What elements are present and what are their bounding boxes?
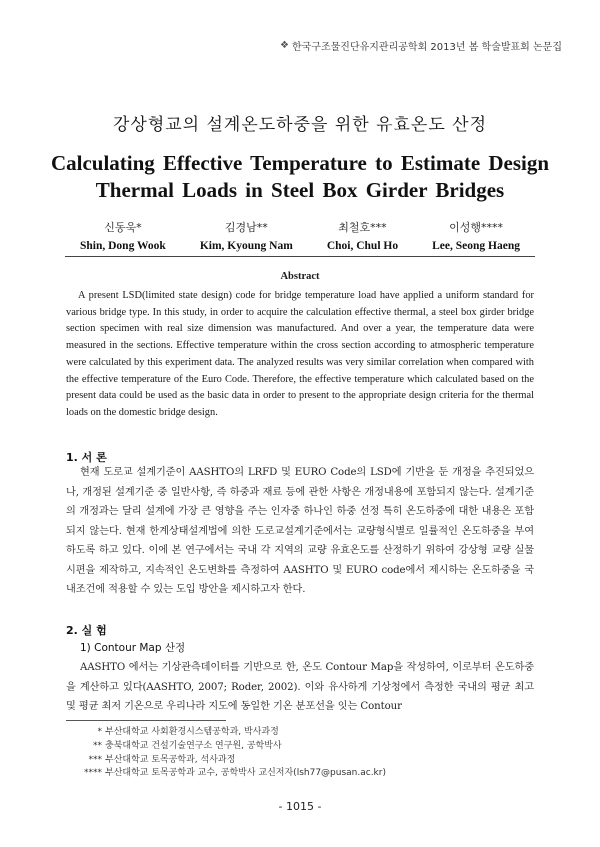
section-1-text: 현재 도로교 설계기준이 AASHTO의 LRFD 및 EURO Code의 LSD에 기반을 둔 개정을 추진되었으나, 개정된 설계기준 중 일반사항, 즉 하중과 재료 등에 관한 사항은 개정내용에 포함되지 않는다. 설계기준의 개정과는 달리 설계에 가장 큰 영향을 주는 인자중 하나인 하중 선정 특히 온도하중에 대한 내용은 포함되지 않는다. 현재 한계상태설계법에 의한 도로교설계기준에서는 교량형식별로 일률적인 온도하중을 부여하도록 하고 있다. 이에 본 연구에서는 국내 각 지역의 교량 유효온도를 산정하기 위하여 강상형 교량 실물시편을 제작하고, 지속적인 온도변화를 측정하여 AASHTO 및 EURO code에서 제시하는 온도하중을 국내조건에 적용할 수 있는 도입 방안을 제시하고자 한다. bbox=[66, 467, 534, 595]
section-1-heading: 1. 서 론 bbox=[66, 451, 107, 464]
footnote bbox=[76, 754, 536, 768]
author bbox=[200, 219, 293, 252]
english-title-line2: Thermal Loads in Steel Box Girder Bridges bbox=[95, 178, 505, 202]
author bbox=[432, 219, 520, 252]
author-name-korean: 김경남** bbox=[224, 221, 268, 234]
abstract-text: A present LSD(limited state design) code for bridge temperature load have applied a uniform standard for various bridge type. In this study, in order to acquire the calculation effective thermal, a steel box girder bridge section specimen with real size dimension was manufactured. And over a year, the temperature data were measured in the sections. Effective temperature within the cross section according to atmospheric temperature were calculated by this experiment data. The analyzed results was very similar correlation when compared with the effective temperature of the Euro Code. Therefore, the effective temperature which calculated based on the present data could be used as the basic data in order to present to the appropriate design criteria for the thermal loads on the domestic bridge design. bbox=[66, 290, 534, 418]
author-name-korean: 신동욱* bbox=[104, 221, 142, 234]
author-name-english: Lee, Seong Haeng bbox=[432, 240, 520, 252]
footnote-mark: ** bbox=[93, 740, 102, 751]
footnote bbox=[76, 767, 536, 781]
author-name-english: Shin, Dong Wook bbox=[80, 240, 166, 252]
footnotes bbox=[76, 726, 536, 781]
english-title bbox=[0, 150, 600, 204]
proceedings-header bbox=[280, 38, 562, 53]
section-2-heading: 2. 실 험 bbox=[66, 624, 107, 637]
author-name-english: Choi, Chul Ho bbox=[326, 240, 399, 252]
abstract-heading: Abstract bbox=[280, 271, 320, 282]
section-2-text: AASHTO 에서는 기상관측데이터를 기반으로 한, 온도 Contour Map을 작성하여, 이로부터 온도하중을 계산하고 있다(AASHTO, 2007; Roder, 2002). 이와 유사하게 기상청에서 측정한 국내의 평균 최고 및 평균 최저 기온으로 우리나라 지도에 동일한 기온 분포선을 잇는 Contour bbox=[66, 662, 534, 712]
footnote bbox=[76, 726, 536, 740]
footnote-mark: **** bbox=[84, 768, 102, 779]
subsection-heading: 1) Contour Map 산정 bbox=[80, 642, 186, 654]
author-name-english: Kim, Kyoung Nam bbox=[199, 240, 293, 252]
page-number: - 1015 - bbox=[278, 800, 322, 813]
footnote-mark: *** bbox=[88, 754, 102, 765]
author-name-korean: 이성행**** bbox=[449, 221, 504, 234]
korean-title: 강상형교의 설계온도하중을 위한 유효온도 산정 bbox=[112, 115, 488, 135]
header-text: 한국구조물진단유지관리공학회 2013년 봄 학술발표회 논문집 bbox=[291, 42, 562, 53]
footnote-text: 충북대학교 건설기술연구소 연구원, 공학박사 bbox=[105, 740, 282, 751]
author-list bbox=[80, 219, 520, 252]
footnote-divider bbox=[66, 720, 226, 721]
author-name-korean: 최철호*** bbox=[338, 221, 387, 234]
footnote-text: 부산대학교 토목공학과 교수, 공학박사 교신저자(lsh77@pusan.ac.kr) bbox=[105, 768, 386, 779]
footnote-text: 부산대학교 토목공학과, 석사과정 bbox=[105, 754, 236, 765]
footnote bbox=[76, 740, 536, 754]
footnote-mark: * bbox=[97, 727, 102, 737]
title-divider bbox=[65, 256, 535, 257]
diamond-cluster-icon: ❖ bbox=[280, 40, 289, 51]
footnote-text: 부산대학교 사회환경시스템공학과, 박사과정 bbox=[105, 727, 279, 737]
author bbox=[327, 219, 398, 252]
english-title-line1: Calculating Effective Temperature to Estimate Design bbox=[50, 151, 550, 175]
author bbox=[80, 219, 166, 252]
